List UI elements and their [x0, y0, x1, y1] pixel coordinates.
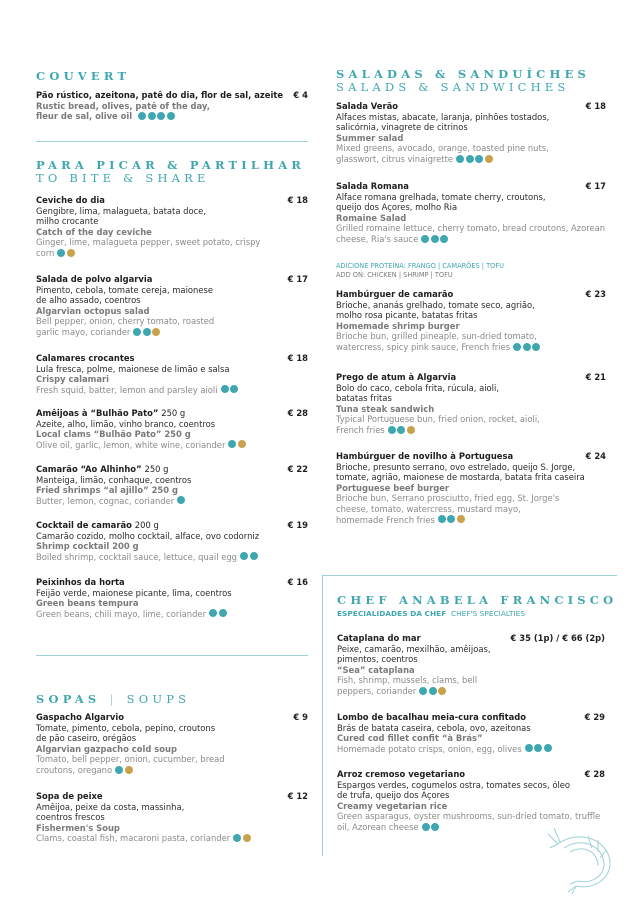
protein-add-on: ADICIONE PROTEÍNA: FRANGO | CAMARÕES | TOFU	[336, 262, 504, 270]
menu-item	[36, 274, 308, 338]
item-name: Amêijoas à “Bulhão Pato”	[36, 408, 159, 418]
dietary-badges	[138, 111, 176, 122]
item-name: Pão rústico, azeitona, patê do dia, flor de sal, azeite	[36, 90, 284, 100]
item-en-name: Cured cod fillet confit “à Brás”	[337, 733, 483, 744]
chef-subtitle-en: CHEF'S SPECIALTIES	[450, 609, 526, 618]
item-name: Calamares crocantes	[36, 353, 135, 363]
diet-icon	[209, 609, 217, 617]
diet-icon	[240, 552, 248, 560]
item-price: € 24	[585, 451, 606, 461]
item-name: Gaspacho Algarvio	[36, 712, 124, 722]
diet-icon	[466, 155, 474, 163]
bite-subtitle: TO BITE & SHARE	[36, 171, 210, 185]
item-desc: Feijão verde, maionese picante, lima, coentros	[36, 587, 232, 598]
item-desc: Bolo do caco, cebola frita, rúcula, aioli, batatas fritas	[336, 382, 499, 404]
bite-title: PARA PICAR & PARTILHAR	[36, 158, 306, 172]
item-desc: Brás de batata caseira, cebola, ovo, azeitonas	[337, 722, 531, 733]
menu-item	[36, 408, 308, 451]
item-name: Salada Romana	[336, 181, 409, 191]
item-weight: 250 g	[161, 408, 186, 418]
menu-item	[336, 101, 606, 165]
chef-subtitle	[337, 609, 525, 618]
diet-icon	[419, 687, 427, 695]
item-en-desc: Tomato, bell pepper, onion, cucumber, bread croutons, oregano	[36, 754, 225, 775]
item-name: Cocktail de camarão	[36, 520, 132, 530]
diet-icon	[250, 552, 258, 560]
item-price: € 18	[287, 195, 308, 205]
item-price: € 9	[293, 712, 308, 722]
salads-title: SALADAS & SANDUÍCHES	[336, 67, 591, 81]
menu-item	[336, 372, 606, 436]
diet-icon	[457, 515, 465, 523]
diet-icon	[475, 155, 483, 163]
item-price: € 12	[287, 791, 308, 801]
diet-icon	[422, 823, 430, 831]
diet-icon	[238, 440, 246, 448]
diet-icon	[513, 343, 521, 351]
item-en-desc: Green asparagus, oyster mushrooms, sun-dried tomato, truffle oil, Azorean cheese	[337, 811, 601, 832]
item-price: € 22	[287, 464, 308, 474]
item-en-name: Fried shrimps “al ajillo” 250 g	[36, 485, 178, 496]
item-name: Salada de polvo algarvia	[36, 274, 153, 284]
diet-icon	[143, 328, 151, 336]
diet-icon	[447, 515, 455, 523]
menu-item	[36, 520, 308, 563]
item-en-name: Algarvian octopus salad	[36, 305, 150, 316]
diet-icon	[233, 834, 241, 842]
item-weight: 200 g	[134, 520, 159, 530]
diet-icon	[388, 426, 396, 434]
item-price: € 18	[585, 101, 606, 111]
diet-icon	[148, 112, 156, 120]
menu-item	[336, 181, 606, 245]
item-name: Peixinhos da horta	[36, 577, 125, 587]
diet-icon	[523, 343, 531, 351]
soups-heading	[36, 688, 190, 707]
item-name: Hambúrguer de novilho à Portuguesa	[336, 451, 514, 461]
diet-icon	[125, 766, 133, 774]
diet-icon	[532, 343, 540, 351]
item-price: € 17	[585, 181, 606, 191]
item-en-name: Summer salad	[336, 132, 404, 143]
item-name: Arroz cremoso vegetariano	[337, 769, 466, 779]
diet-icon	[544, 744, 552, 752]
item-en-name: Shrimp cocktail 200 g	[36, 541, 139, 552]
item-name: Prego de atum à Algarvia	[336, 372, 457, 382]
item-en-desc: Brioche bun, grilled pineaple, sun-dried tomato, watercress, spicy pink sauce, French fries	[336, 331, 537, 352]
diet-icon	[485, 155, 493, 163]
item-en-name: Algarvian gazpacho cold soup	[36, 743, 177, 754]
diet-icon	[421, 235, 429, 243]
item-desc: Azeite, alho, limão, vinho branco, coentros	[36, 418, 216, 429]
couvert-title: COUVERT	[36, 69, 131, 83]
item-desc: Lula fresca, polme, maionese de limão e salsa	[36, 363, 230, 374]
chef-specialties-box	[322, 575, 617, 856]
item-desc: Brioche, ananás grelhado, tomate seco, agrião, molho rosa picante, batatas fritas	[336, 299, 535, 321]
item-name: Sopa de peixe	[36, 791, 103, 801]
menu-item	[36, 577, 308, 620]
item-name: Camarão “Ao Alhinho”	[36, 464, 142, 474]
diet-icon	[115, 766, 123, 774]
divider	[36, 141, 308, 142]
menu-item	[36, 464, 308, 507]
shrimp-illustration	[548, 824, 618, 894]
item-desc: Alfaces mistas, abacate, laranja, pinhões tostados, salicórnia, vinagrete de citrinos	[336, 111, 550, 133]
item-price: € 28	[584, 769, 605, 779]
chef-title: CHEF ANABELA FRANCISCO	[337, 593, 618, 607]
menu-item	[336, 451, 606, 525]
diet-icon	[67, 249, 75, 257]
salads-subtitle: SALADS & SANDWICHES	[336, 80, 570, 94]
item-en-desc: Butter, lemon, cognac, coriander	[36, 495, 175, 506]
item-name: Lombo de bacalhau meia-cura confitado	[337, 712, 527, 722]
item-desc: Alface romana grelhada, tomate cherry, croutons, queijo dos Açores, molho Ria	[336, 191, 546, 213]
diet-icon	[57, 249, 65, 257]
item-en-name: Local clams “Bulhão Pato” 250 g	[36, 429, 191, 440]
menu-item	[36, 791, 308, 844]
diet-icon	[525, 744, 533, 752]
diet-icon	[167, 112, 175, 120]
item-en-desc: Typical Portuguese bun, fried onion, rocket, aioli, French fries	[336, 414, 540, 435]
diet-icon	[133, 328, 141, 336]
item-desc: Brioche, presunto serrano, ovo estrelado, queijo S. Jorge, tomate, agrião, maionese de mostarda, batata frita caseira	[336, 461, 585, 483]
item-en-name: Portuguese beef burger	[336, 482, 450, 493]
protein-add-on-en: ADD ON: CHICKEN | SHRIMP | TOFU	[336, 271, 453, 279]
item-weight: 250 g	[144, 464, 169, 474]
item-price: € 17	[287, 274, 308, 284]
item-name: Salada Verão	[336, 101, 399, 111]
menu-item	[337, 712, 605, 755]
diet-icon	[152, 328, 160, 336]
item-price: € 21	[585, 372, 606, 382]
item-price: € 16	[287, 577, 308, 587]
divider	[36, 655, 308, 656]
diet-icon	[138, 112, 146, 120]
title-divider: |	[109, 692, 118, 706]
item-desc: Pimento, cebola, tomate cereja, maionese de alho assado, coentros	[36, 284, 213, 306]
item-en-name: Homemade shrimp burger	[336, 320, 460, 331]
item-desc: Amêijoa, peixe da costa, massinha, coentros frescos	[36, 801, 185, 823]
diet-icon	[431, 235, 439, 243]
item-name: Ceviche do dia	[36, 195, 105, 205]
item-en-name: Creamy vegetarian rice	[337, 800, 448, 811]
item-en-name: Romaine Salad	[336, 212, 407, 223]
diet-icon	[228, 440, 236, 448]
item-desc: Manteiga, limão, conhaque, coentros	[36, 474, 192, 485]
diet-icon	[243, 834, 251, 842]
item-en-name: Tuna steak sandwich	[336, 403, 435, 414]
item-desc: Espargos verdes, cogumelos ostra, tomates secos, óleo de trufa, queijo dos Açores	[337, 779, 571, 801]
item-price: € 23	[585, 289, 606, 299]
item-en-desc: Clams, coastal fish, macaroni pasta, coriander	[36, 833, 231, 844]
item-en-name: Green beans tempura	[36, 598, 139, 609]
soups-subtitle: SOUPS	[126, 692, 191, 706]
diet-icon	[429, 687, 437, 695]
item-price: € 29	[584, 712, 605, 722]
item-en-desc: Brioche bun, Serrano prosciutto, fried egg, St. Jorge's cheese, tomato, watercress, mustard mayo, homemade French fries	[336, 493, 560, 525]
diet-icon	[440, 235, 448, 243]
menu-item	[336, 289, 606, 353]
item-desc: Camarão cozido, molho cocktail, alface, ovo codorniz	[36, 530, 260, 541]
item-en-desc: Fresh squid, batter, lemon and parsley aioli	[36, 384, 218, 395]
diet-icon	[219, 609, 227, 617]
item-name: Cataplana do mar	[337, 633, 421, 643]
diet-icon	[438, 687, 446, 695]
item-desc: Peixe, camarão, mexilhão, amêijoas, pimentos, coentros	[337, 643, 491, 665]
diet-icon	[177, 496, 185, 504]
item-en-name: Crispy calamari	[36, 374, 110, 385]
item-desc: Tomate, pimento, cebola, pepino, croutons de pão caseiro, orégãos	[36, 722, 216, 744]
item-en-desc: Homemade potato crisps, onion, egg, olives	[337, 743, 522, 754]
menu-item	[337, 633, 605, 697]
diet-icon	[221, 385, 229, 393]
item-en-desc: Boiled shrimp, cocktail sauce, lettuce, quail egg	[36, 551, 237, 562]
menu-item	[36, 353, 308, 396]
diet-icon	[438, 515, 446, 523]
item-en-desc: Fish, shrimp, mussels, clams, bell peppers, coriander	[337, 675, 478, 696]
menu-item	[36, 712, 308, 776]
diet-icon	[230, 385, 238, 393]
diet-icon	[397, 426, 405, 434]
item-en-desc: Grilled romaine lettuce, cherry tomato, bread croutons, Azorean cheese, Ria's sauce	[336, 223, 606, 244]
item-price: € 28	[287, 408, 308, 418]
diet-icon	[407, 426, 415, 434]
item-en-desc: Green beans, chili mayo, lime, coriander	[36, 608, 207, 619]
item-price: € 18	[287, 353, 308, 363]
item-en-desc: Ginger, lime, malagueta pepper, sweet potato, crispy corn	[36, 237, 261, 258]
item-en-desc: Bell pepper, onion, cherry tomato, roasted garlic mayo, coriander	[36, 316, 215, 337]
item-price: € 4	[293, 90, 308, 100]
menu-item	[36, 195, 308, 259]
soups-title: SOPAS	[36, 692, 101, 706]
item-desc: Gengibre, lima, malagueta, batata doce, milho crocante	[36, 205, 206, 227]
item-price: € 35 (1p) / € 66 (2p)	[510, 633, 605, 643]
item-en-name: Fishermen's Soup	[36, 822, 120, 833]
item-en-name: “Sea” cataplana	[337, 664, 415, 675]
item-price: € 19	[287, 520, 308, 530]
item-en-desc: Mixed greens, avocado, orange, toasted pine nuts, glasswort, citrus vinaigrette	[336, 143, 549, 164]
diet-icon	[157, 112, 165, 120]
item-en-name: Rustic bread, olives, patê of the day, fleur de sal, olive oil	[36, 100, 210, 122]
menu-item	[36, 90, 308, 122]
chef-subtitle-pt: ESPECIALIDADES DA CHEF	[337, 609, 447, 618]
diet-icon	[431, 823, 439, 831]
item-en-name: Catch of the day ceviche	[36, 226, 152, 237]
item-en-desc: Olive oil, garlic, lemon, white wine, coriander	[36, 439, 226, 450]
diet-icon	[534, 744, 542, 752]
diet-icon	[456, 155, 464, 163]
item-name: Hambúrguer de camarão	[336, 289, 454, 299]
